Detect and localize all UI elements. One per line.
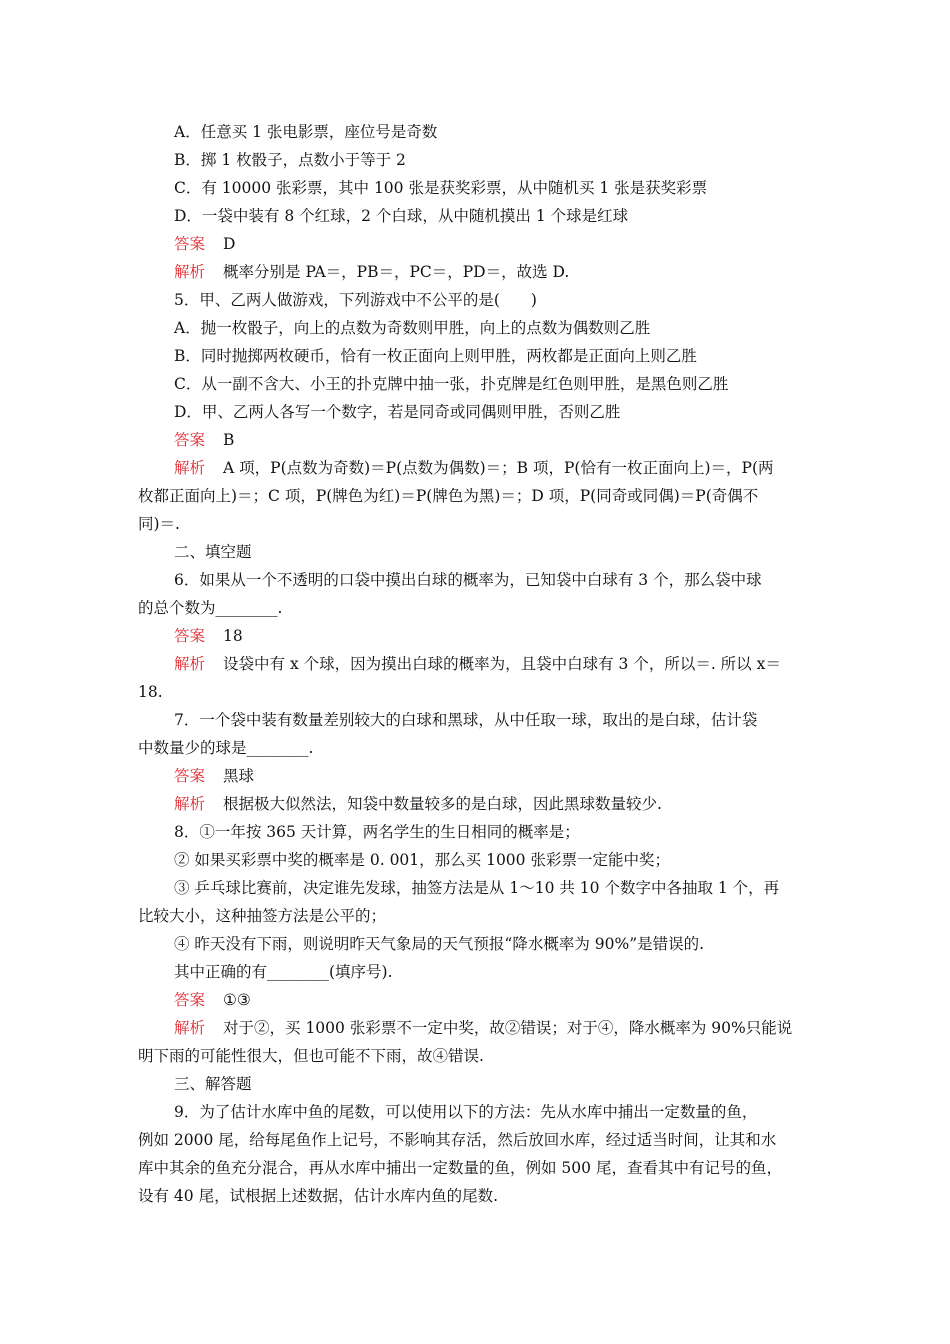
question-5: 5．甲、乙两人做游戏，下列游戏中不公平的是( ) [174,291,537,309]
statement-3: ③ 乒乓球比赛前，决定谁先发球，抽签方法是从 1～10 共 10 个数字中各抽取 1 个，再 [174,879,780,897]
answer-q5 [174,430,234,450]
question-8: 8．①一年按 365 天计算，两名学生的生日相同的概率是； [174,823,580,841]
option-d-q5: D．甲、乙两人各写一个数字，若是同奇或同偶则甲胜，否则乙胜 [174,403,621,421]
statement-3-line2: 比较大小，这种抽签方法是公平的； [138,907,387,925]
analysis-label: 解析 [174,1019,206,1037]
analysis-q8 [174,1018,792,1038]
question-6: 6．如果从一个不透明的口袋中摸出白球的概率为，已知袋中白球有 3 个，那么袋中球 [174,571,762,589]
answer-label: 答案 [174,431,206,449]
analysis-q4 [174,262,569,282]
answer-label: 答案 [174,991,206,1009]
analysis-q8-line2: 明下雨的可能性很大，但也可能不下雨，故④错误. [138,1047,484,1065]
answer-text: B [223,431,235,449]
analysis-label: 解析 [174,795,206,813]
answer-q6 [174,626,243,646]
analysis-label: 解析 [174,459,206,477]
analysis-q6 [174,654,781,674]
statement-2: ② 如果买彩票中奖的概率是 0. 001，那么买 1000 张彩票一定能中奖； [174,851,670,869]
question-8-prompt: 其中正确的有________(填序号). [174,963,393,981]
answer-q8 [174,990,251,1010]
answer-label: 答案 [174,235,206,253]
answer-text: 18 [223,627,243,645]
question-7-line2: 中数量少的球是________. [138,739,314,757]
question-9-line3: 库中其余的鱼充分混合，再从水库中捕出一定数量的鱼，例如 500 尾，查看其中有记号的鱼， [138,1159,782,1177]
section-solve: 三、解答题 [174,1075,252,1093]
analysis-q5 [174,458,774,478]
answer-text: ①③ [223,991,251,1009]
question-9-line2: 例如 2000 尾，给每尾鱼作上记号，不影响其存活，然后放回水库，经过适当时间，让其和水 [138,1131,777,1149]
analysis-label: 解析 [174,655,206,673]
question-7: 7．一个袋中装有数量差别较大的白球和黑球，从中任取一球，取出的是白球，估计袋 [174,711,758,729]
question-6-line2: 的总个数为________. [138,599,283,617]
analysis-text: A 项，P(点数为奇数)＝P(点数为偶数)＝；B 项，P(恰有一枚正面向上)＝，P(两 [223,459,774,477]
option-d-q4: D．一袋中装有 8 个红球，2 个白球，从中随机摸出 1 个球是红球 [174,207,629,225]
analysis-q7 [174,794,662,814]
answer-label: 答案 [174,767,206,785]
option-c-q4: C．有 10000 张彩票，其中 100 张是获奖彩票，从中随机买 1 张是获奖彩票 [174,179,708,197]
option-b-q4: B．掷 1 枚骰子，点数小于等于 2 [174,151,406,169]
answer-text: D [223,235,236,253]
section-fill-in: 二、填空题 [174,543,252,561]
analysis-text: 对于②，买 1000 张彩票不一定中奖，故②错误；对于④，降水概率为 90%只能说 [223,1019,793,1037]
answer-text: 黑球 [223,767,255,785]
analysis-text: 根据极大似然法，知袋中数量较多的是白球，因此黑球数量较少. [223,795,662,813]
statement-4: ④ 昨天没有下雨，则说明昨天气象局的天气预报“降水概率为 90%”是错误的. [174,935,705,953]
question-9-line4: 设有 40 尾，试根据上述数据，估计水库内鱼的尾数. [138,1187,499,1205]
analysis-text: 设袋中有 x 个球，因为摸出白球的概率为，且袋中白球有 3 个，所以＝. 所以 x＝ [223,655,781,673]
answer-label: 答案 [174,627,206,645]
analysis-q5-line2: 枚都正面向上)＝；C 项，P(牌色为红)＝P(牌色为黑)＝；D 项，P(同奇或同偶)＝P(奇偶不 [138,487,759,505]
analysis-label: 解析 [174,263,206,281]
analysis-text: 概率分别是 PA＝，PB＝，PC＝，PD＝，故选 D. [223,263,570,281]
option-c-q5: C．从一副不含大、小王的扑克牌中抽一张，扑克牌是红色则甲胜，是黑色则乙胜 [174,375,729,393]
option-a-q5: A．抛一枚骰子，向上的点数为奇数则甲胜，向上的点数为偶数则乙胜 [174,319,651,337]
answer-q7 [174,766,254,786]
option-b-q5: B．同时抛掷两枚硬币，恰有一枚正面向上则甲胜，两枚都是正面向上则乙胜 [174,347,697,365]
analysis-q6-line2: 18. [138,683,163,701]
option-a-q4: A．任意买 1 张电影票，座位号是奇数 [174,123,438,141]
analysis-q5-line3: 同)＝. [138,515,180,533]
answer-q4 [174,234,235,254]
question-9: 9．为了估计水库中鱼的尾数，可以使用以下的方法：先从水库中捕出一定数量的鱼， [174,1103,758,1121]
